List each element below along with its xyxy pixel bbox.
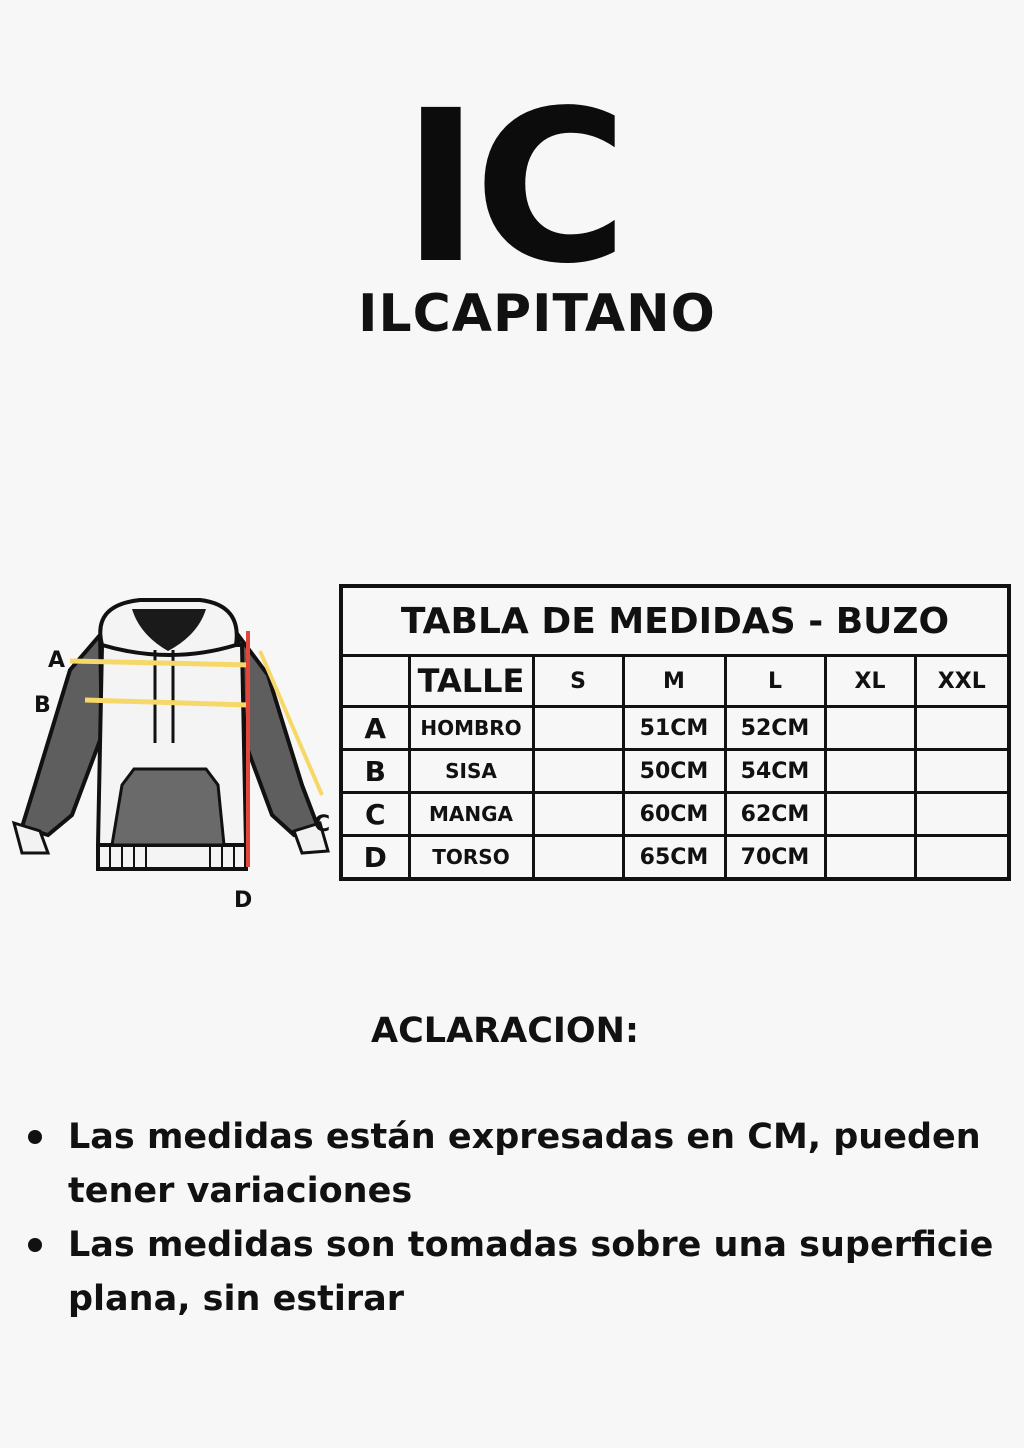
row-part: MANGA <box>409 793 533 836</box>
row-part: TORSO <box>409 836 533 880</box>
row-letter: C <box>341 793 409 836</box>
label-c: C <box>314 812 331 837</box>
label-a: A <box>48 648 66 673</box>
row-letter: D <box>341 836 409 880</box>
waistband <box>98 845 246 869</box>
bullet-icon <box>28 1130 42 1144</box>
header-size: S <box>533 656 623 707</box>
table-cell <box>533 750 623 793</box>
table-cell <box>915 836 1009 880</box>
table-row <box>341 707 1009 750</box>
logo-mark: IC <box>401 65 623 310</box>
table-cell <box>825 836 915 880</box>
header-blank-cell <box>341 656 409 707</box>
header-size: L <box>725 656 825 707</box>
table-cell: 60CM <box>623 793 725 836</box>
hoodie-measurement-diagram <box>10 595 335 915</box>
table-row <box>341 793 1009 836</box>
table-cell <box>915 793 1009 836</box>
table-cell: 54CM <box>725 750 825 793</box>
table-cell: 50CM <box>623 750 725 793</box>
header-size: XXL <box>915 656 1009 707</box>
list-item <box>20 1218 1010 1326</box>
table-cell <box>533 707 623 750</box>
kangaroo-pocket <box>112 769 224 845</box>
table-cell: 65CM <box>623 836 725 880</box>
list-item <box>20 1110 1010 1218</box>
brand-name: ILCAPITANO <box>358 284 716 344</box>
table-cell: 62CM <box>725 793 825 836</box>
table-cell <box>533 836 623 880</box>
row-part: SISA <box>409 750 533 793</box>
notes-list <box>20 1110 1010 1326</box>
table-cell: 70CM <box>725 836 825 880</box>
header-talle: TALLE <box>409 656 533 707</box>
table-cell <box>533 793 623 836</box>
label-b: B <box>34 693 51 718</box>
table-cell: 51CM <box>623 707 725 750</box>
table-cell <box>825 707 915 750</box>
table-row <box>341 750 1009 793</box>
table-header-row <box>341 656 1009 707</box>
table-cell <box>825 793 915 836</box>
table-cell <box>915 707 1009 750</box>
row-part: HOMBRO <box>409 707 533 750</box>
header-size: XL <box>825 656 915 707</box>
table-cell <box>825 750 915 793</box>
row-letter: A <box>341 707 409 750</box>
table-row <box>341 836 1009 880</box>
table-title: TABLA DE MEDIDAS - BUZO <box>341 586 1009 656</box>
table-cell: 52CM <box>725 707 825 750</box>
row-letter: B <box>341 750 409 793</box>
aclaracion-title: ACLARACION: <box>371 1011 639 1051</box>
label-d: D <box>234 888 253 913</box>
bullet-icon <box>28 1238 42 1252</box>
note-text: Las medidas son tomadas sobre una superficie plana, sin estirar <box>68 1225 994 1319</box>
header-size: M <box>623 656 725 707</box>
table-cell <box>915 750 1009 793</box>
size-table <box>339 584 1011 881</box>
note-text: Las medidas están expresadas en CM, pueden tener variaciones <box>68 1117 981 1211</box>
